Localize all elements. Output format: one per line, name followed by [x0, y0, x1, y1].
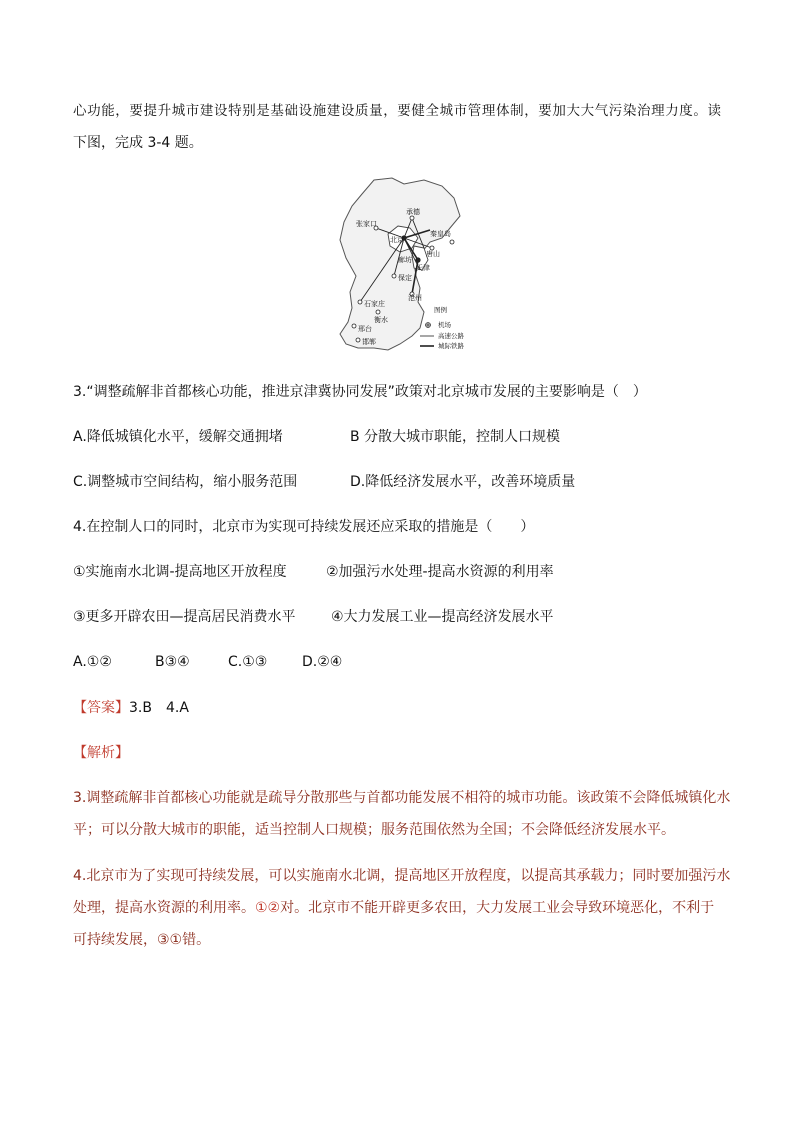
analysis-p4-line2-b: ①②: [255, 900, 281, 916]
q4-item-3: ③更多开辟农田—提高居民消费水平: [73, 609, 296, 625]
label-shijiazhuang: 石家庄: [364, 300, 385, 308]
analysis-label: 【解析】: [73, 745, 129, 761]
q4-stem: 4.在控制人口的同时，北京市为实现可持续发展还应采取的措施是（ ）: [73, 519, 535, 535]
answer-label: 【答案】: [73, 700, 129, 716]
map-legend: [420, 305, 465, 350]
q3-stem: 3.“调整疏解非首都核心功能，推进京津冀协同发展”政策对北京城市发展的主要影响是（ ）: [73, 384, 647, 400]
chengde-dot: [410, 216, 414, 220]
label-tangshan: 唐山: [426, 250, 440, 258]
qinhuangdao-dot: [450, 240, 454, 244]
label-zhangjiakou: 张家口: [356, 220, 377, 228]
q3-option-c: C.调整城市空间结构，缩小服务范围: [73, 474, 298, 490]
shijiazhuang-dot: [358, 300, 362, 304]
label-langfang: 廊坊: [398, 256, 412, 264]
q3-option-a: A.降低城镇化水平，缓解交通拥堵: [73, 429, 283, 445]
legend-title: 图例: [434, 306, 447, 314]
label-beijing: 北京: [390, 236, 404, 244]
intro-line-1: 心功能，要提升城市建设特别是基础设施建设质量，要健全城市管理体制，要加大大气污染治理力度。读: [73, 103, 722, 119]
label-xingtai: 邢台: [358, 325, 372, 333]
analysis-p4-line2-a: 处理，提高水资源的利用率。: [73, 900, 255, 916]
q4-item-2: ②加强污水处理-提高水资源的利用率: [326, 564, 554, 580]
q4-option-d: D.②④: [302, 654, 343, 670]
handan-dot: [356, 338, 360, 342]
legend-highway: 高速公路: [438, 332, 464, 340]
legend-railway: 城际铁路: [438, 342, 464, 350]
answer-line: [73, 698, 189, 718]
q4-option-b: B③④: [155, 654, 190, 670]
analysis-p3-line2: 平；可以分散大城市的职能，适当控制人口规模；服务范围依然为全国；不会降低经济发展水平。: [73, 822, 675, 838]
q4-option-c: C.①③: [228, 654, 268, 670]
xingtai-dot: [352, 324, 356, 328]
q3-option-d: D.降低经济发展水平，改善环境质量: [350, 474, 576, 490]
label-qinhuangdao: 秦皇岛: [430, 230, 451, 238]
analysis-p4-line2-c: 对。北京市不能开辟更多农田，大力发展工业会导致环境恶化，不利于: [280, 900, 715, 916]
baoding-dot: [392, 274, 396, 278]
q4-item-1: ①实施南水北调-提高地区开放程度: [73, 564, 287, 580]
analysis-p4-line3: 可持续发展，③①错。: [73, 932, 211, 948]
label-handan: 邯郸: [362, 338, 376, 346]
analysis-p3-line1: 3.调整疏解非首都核心功能就是疏导分散那些与首都功能发展不相符的城市功能。该政策不会降低城镇化水: [73, 790, 731, 806]
label-tianjin: 天津: [416, 264, 430, 272]
hengshui-dot: [376, 310, 380, 314]
answer-text: 3.B 4.A: [129, 700, 189, 716]
q4-option-a: A.①②: [73, 654, 112, 670]
label-chengde: 承德: [406, 208, 420, 216]
jingjinji-map: [334, 176, 474, 352]
label-baoding: 保定: [398, 274, 412, 282]
analysis-p4-line1: 4.北京市为了实现可持续发展，可以实施南水北调，提高地区开放程度，以提高其承载力；同时要加强污水: [73, 868, 731, 884]
label-cangzhou: 沧州: [408, 294, 422, 302]
q3-option-b: B 分散大城市职能，控制人口规模: [350, 429, 561, 445]
q4-item-4: ④大力发展工业—提高经济发展水平: [331, 609, 554, 625]
label-hengshui: 衡水: [374, 316, 388, 324]
legend-airport: 机场: [438, 321, 451, 329]
intro-line-2: 下图，完成 3-4 题。: [73, 135, 203, 151]
analysis-p4-line2: [73, 898, 714, 918]
